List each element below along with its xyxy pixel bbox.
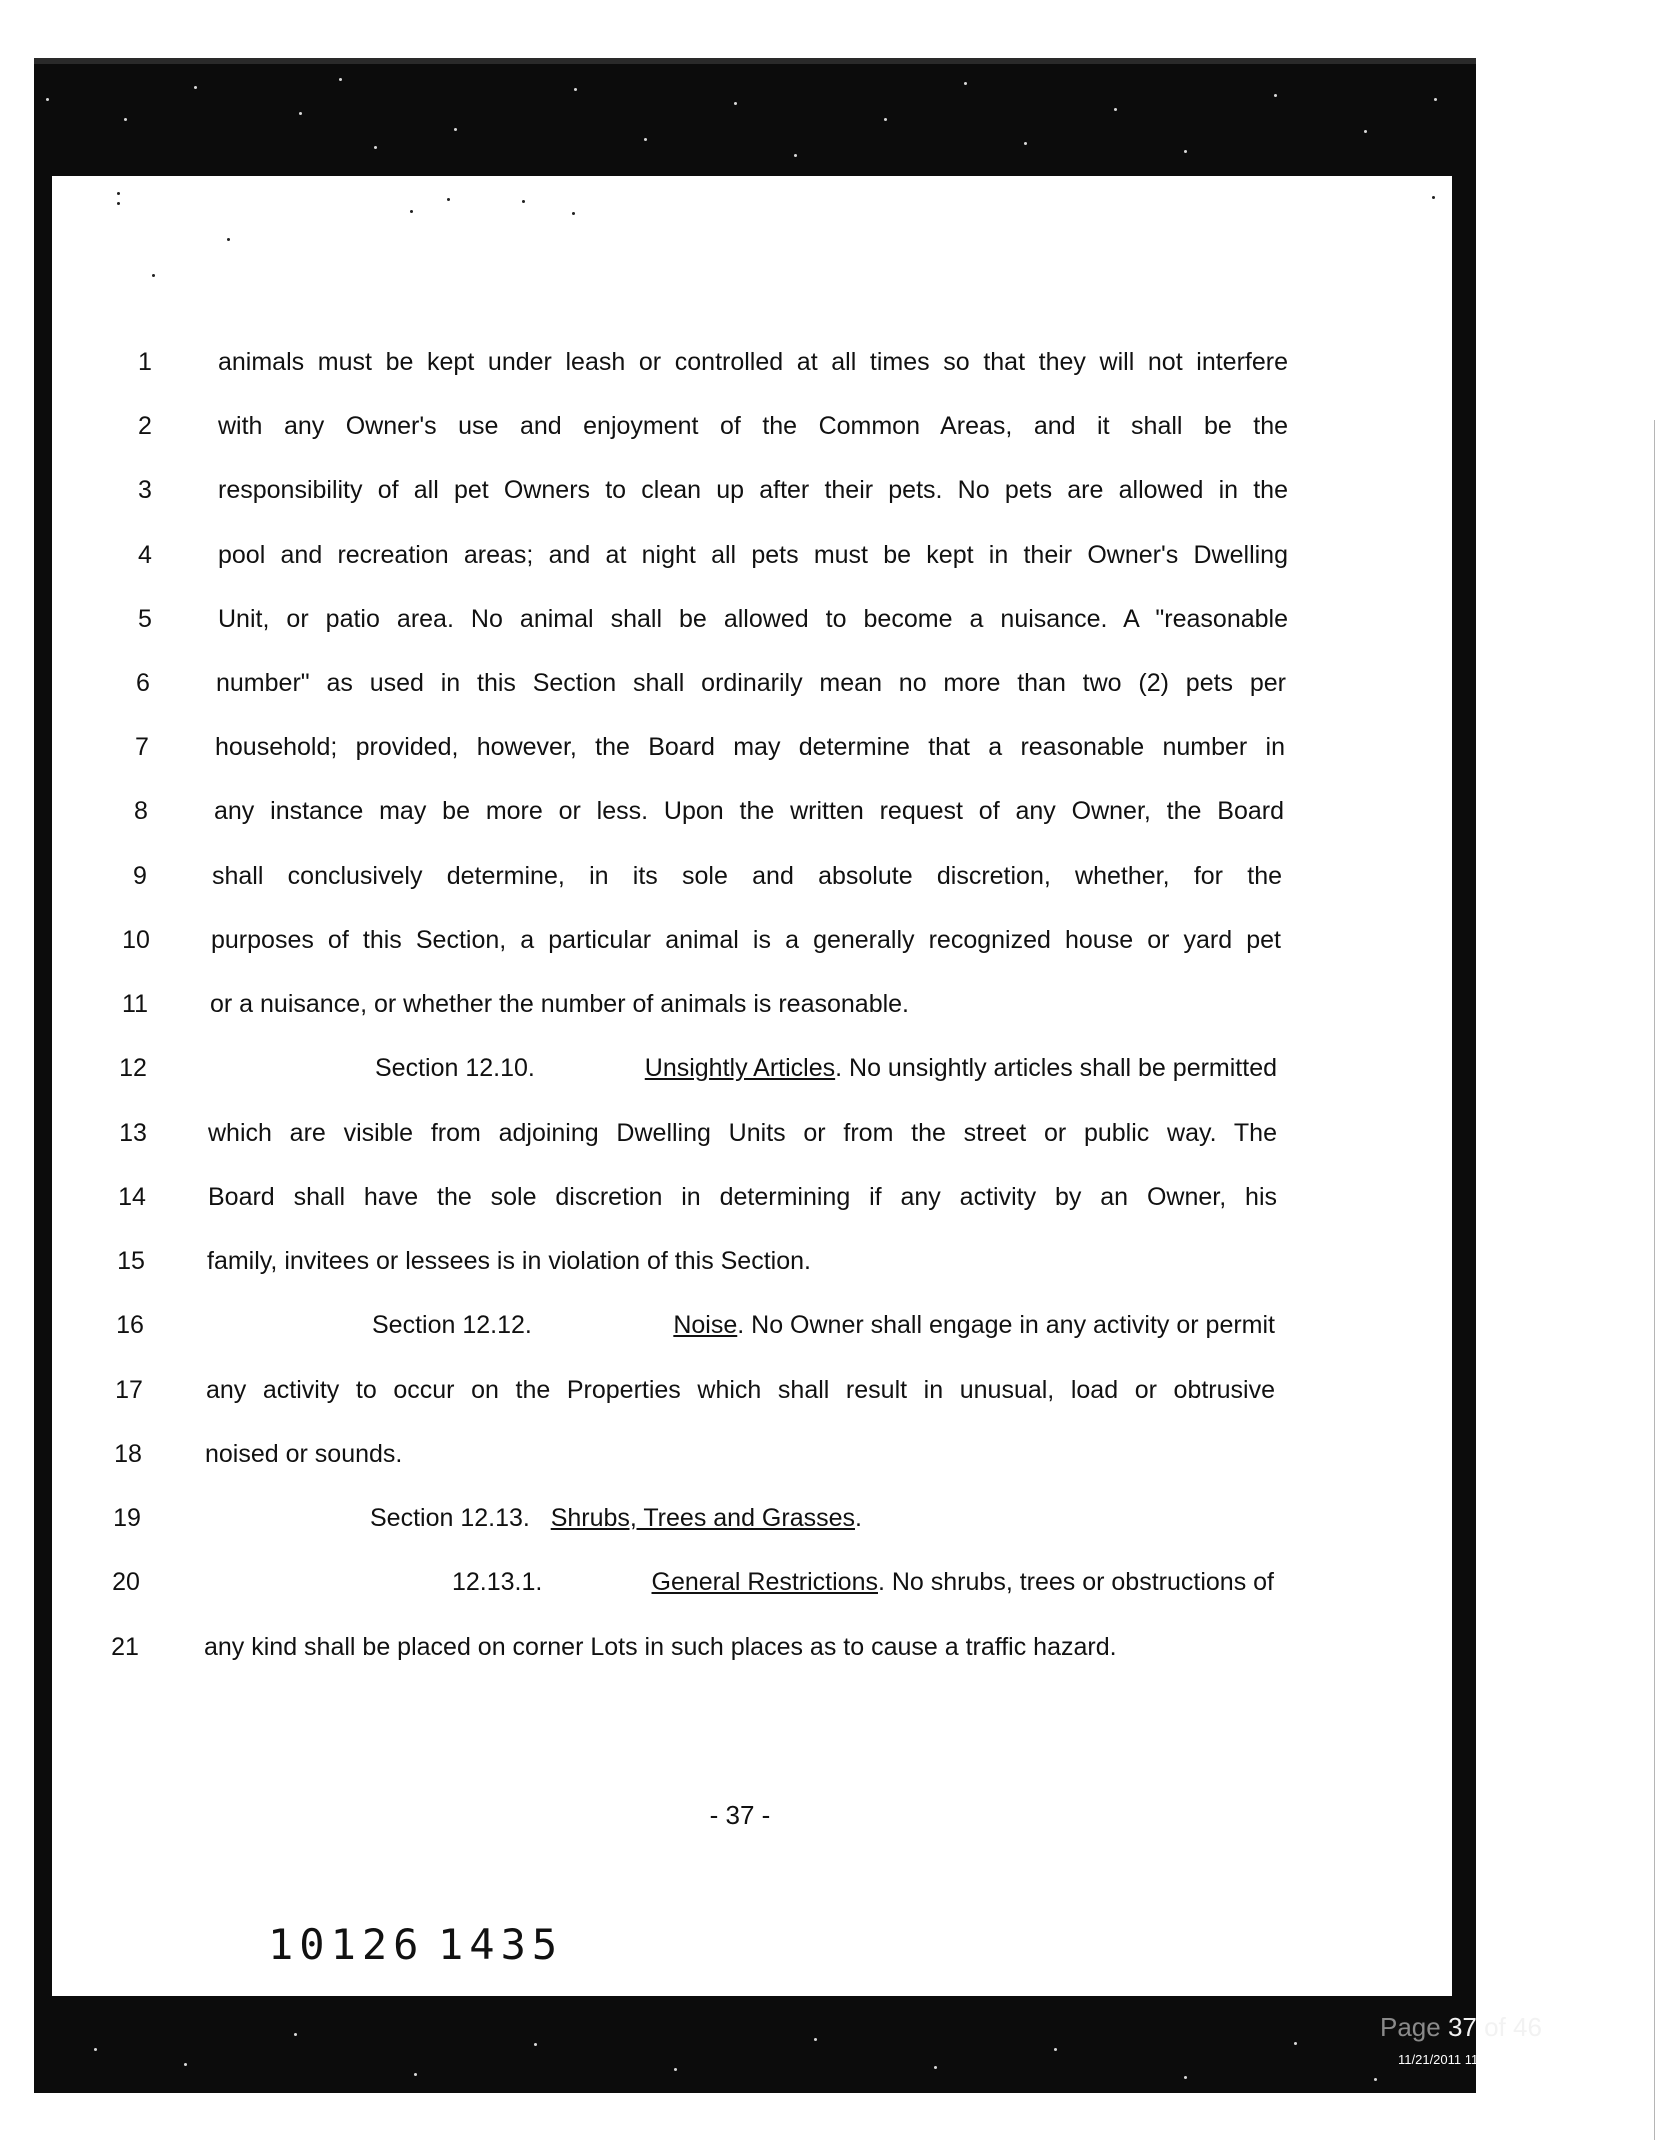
line-number: 15 <box>117 1247 145 1275</box>
scan-speck <box>117 202 120 205</box>
margin-rule <box>1654 420 1655 2140</box>
line-number: 20 <box>112 1568 140 1596</box>
line-number: 12 <box>119 1054 147 1082</box>
text-line <box>0 920 1480 960</box>
scan-speck <box>1294 2042 1297 2045</box>
section-label: Section 12.12. <box>372 1311 532 1339</box>
line-text: any instance may be more or less. Upon the written request of any Owner, the Board <box>214 797 1284 825</box>
line-text: noised or sounds. <box>205 1440 403 1468</box>
line-text: with any Owner's use and enjoyment of the Common Areas, and it shall be the <box>218 412 1288 440</box>
text-line <box>0 791 1480 831</box>
line-text: number" as used in this Section shall ordinarily mean no more than two (2) pets per <box>216 669 1286 697</box>
section-heading: Unsightly Articles <box>644 1054 836 1082</box>
section-label: Section 12.10. <box>375 1054 535 1082</box>
scan-speck <box>1184 2076 1187 2079</box>
scan-speck <box>46 98 49 101</box>
section-heading: Noise <box>673 1311 738 1339</box>
section-heading: General Restrictions <box>651 1568 878 1596</box>
scan-speck <box>339 78 342 81</box>
line-text: family, invitees or lessees is in violation of this Section. <box>207 1247 811 1275</box>
line-text: Board shall have the sole discretion in determining if any activity by an Owner, his <box>208 1183 1277 1211</box>
scan-speck <box>734 102 737 105</box>
text-line <box>0 470 1480 510</box>
scan-speck <box>299 112 302 115</box>
line-text: shall conclusively determine, in its sole and absolute discretion, whether, for the <box>212 862 1282 890</box>
section-heading: Shrubs, Trees and Grasses <box>550 1504 855 1532</box>
line-text: animals must be kept under leash or controlled at all times so that they will not interfere <box>218 348 1288 376</box>
line-text: responsibility of all pet Owners to clean up after their pets. No pets are allowed in the <box>218 476 1288 504</box>
line-number: 2 <box>138 412 152 440</box>
scan-speck <box>447 198 450 201</box>
line-content <box>370 1498 862 1538</box>
text-line <box>0 1241 1480 1281</box>
text-line <box>0 984 1480 1024</box>
scan-speck <box>574 88 577 91</box>
footer-page-prefix: Page <box>1380 2012 1448 2042</box>
section-heading-line <box>0 1305 1480 1345</box>
line-text: any activity to occur on the Properties which shall result in unusual, load or obtrusive <box>206 1376 1275 1404</box>
section-heading-line <box>0 1048 1480 1088</box>
scan-speck <box>1114 108 1117 111</box>
scan-speck <box>1054 2048 1057 2051</box>
line-number: 11 <box>122 990 148 1018</box>
scan-speck <box>674 2068 677 2071</box>
scan-speck <box>117 192 120 195</box>
text-line <box>0 1627 1480 1667</box>
line-text: household; provided, however, the Board may determine that a reasonable number in <box>215 733 1285 761</box>
scan-speck <box>522 200 525 203</box>
scan-speck <box>184 2063 187 2066</box>
scan-speck <box>1434 98 1437 101</box>
line-number: 6 <box>136 669 150 697</box>
scan-speck <box>644 138 647 141</box>
section-label: 12.13.1. <box>452 1568 543 1596</box>
scan-speck <box>414 2073 417 2076</box>
section-text: . No Owner shall engage in any activity or permit <box>737 1311 1275 1339</box>
scan-speck <box>1432 196 1435 199</box>
text-line <box>0 1370 1480 1410</box>
section-label: Section 12.13. <box>370 1504 530 1532</box>
text-line <box>0 1434 1480 1474</box>
line-number: 13 <box>119 1119 147 1147</box>
line-number: 17 <box>115 1376 143 1404</box>
section-text: . No unsightly articles shall be permitted <box>835 1054 1277 1082</box>
line-number: 7 <box>135 733 149 761</box>
scan-speck <box>934 2066 937 2069</box>
text-line <box>0 856 1480 896</box>
line-number: 14 <box>118 1183 146 1211</box>
line-text: or a nuisance, or whether the number of animals is reasonable. <box>210 990 909 1018</box>
scan-speck <box>1274 94 1277 97</box>
section-heading-line <box>0 1498 1480 1538</box>
text-line <box>0 1177 1480 1217</box>
text-line <box>0 535 1480 575</box>
text-line <box>0 1113 1480 1153</box>
text-line <box>0 599 1480 639</box>
footer-page-indicator <box>1380 2012 1542 2043</box>
footer-page-info: 37 of 46 <box>1447 2012 1542 2042</box>
line-number: 8 <box>134 797 148 825</box>
line-content <box>452 1562 1274 1602</box>
line-number: 21 <box>111 1633 139 1661</box>
line-number: 3 <box>138 476 152 504</box>
line-number: 19 <box>113 1504 141 1532</box>
scan-speck <box>572 212 575 215</box>
scan-speck <box>884 118 887 121</box>
text-line <box>0 727 1480 767</box>
scan-speck <box>1364 130 1367 133</box>
scan-speck <box>124 118 127 121</box>
section-rest <box>652 1562 1275 1602</box>
scan-frame-edge <box>34 58 1476 64</box>
section-text: . <box>855 1504 862 1532</box>
scan-speck <box>1374 2078 1377 2081</box>
section-heading-line <box>0 1562 1480 1602</box>
scan-speck <box>152 274 155 277</box>
line-text: which are visible from adjoining Dwelling Units or from the street or public way. The <box>208 1119 1277 1147</box>
line-number: 9 <box>133 862 147 890</box>
recording-stamp-book: 10126 <box>268 1920 425 1969</box>
scan-speck <box>294 2033 297 2036</box>
scan-speck <box>94 2048 97 2051</box>
line-text: pool and recreation areas; and at night all pets must be kept in their Owner's Dwelling <box>218 541 1288 569</box>
line-content <box>375 1048 1277 1088</box>
section-rest <box>673 1305 1275 1345</box>
page-number: - 37 - <box>709 1800 771 1830</box>
footer-datetime: 11/21/2011 11:49 AM <box>1398 2052 1519 2067</box>
line-text: purposes of this Section, a particular animal is a generally recognized house or yard pet <box>211 926 1281 954</box>
scan-speck <box>534 2043 537 2046</box>
section-rest <box>645 1048 1277 1088</box>
line-number: 10 <box>122 926 150 954</box>
scan-speck <box>1184 150 1187 153</box>
line-text: any kind shall be placed on corner Lots in such places as to cause a traffic hazard. <box>204 1633 1117 1661</box>
scan-speck <box>410 210 413 213</box>
scan-speck <box>454 128 457 131</box>
scan-speck <box>1024 142 1027 145</box>
text-line <box>0 406 1480 446</box>
scan-speck <box>374 146 377 149</box>
section-text: . No shrubs, trees or obstructions of <box>877 1568 1274 1596</box>
line-content <box>372 1305 1275 1345</box>
scan-speck <box>794 154 797 157</box>
recording-stamp-page: 1435 <box>438 1920 564 1969</box>
scan-speck <box>194 86 197 89</box>
line-number: 5 <box>138 605 152 633</box>
scan-speck <box>964 82 967 85</box>
text-line <box>0 342 1480 382</box>
line-number: 1 <box>138 348 152 376</box>
text-line <box>0 663 1480 703</box>
line-number: 4 <box>138 541 152 569</box>
line-number: 18 <box>114 1440 142 1468</box>
scan-speck <box>814 2038 817 2041</box>
scan-speck <box>227 238 230 241</box>
line-number: 16 <box>116 1311 144 1339</box>
line-text: Unit, or patio area. No animal shall be allowed to become a nuisance. A "reasonable <box>218 605 1288 633</box>
